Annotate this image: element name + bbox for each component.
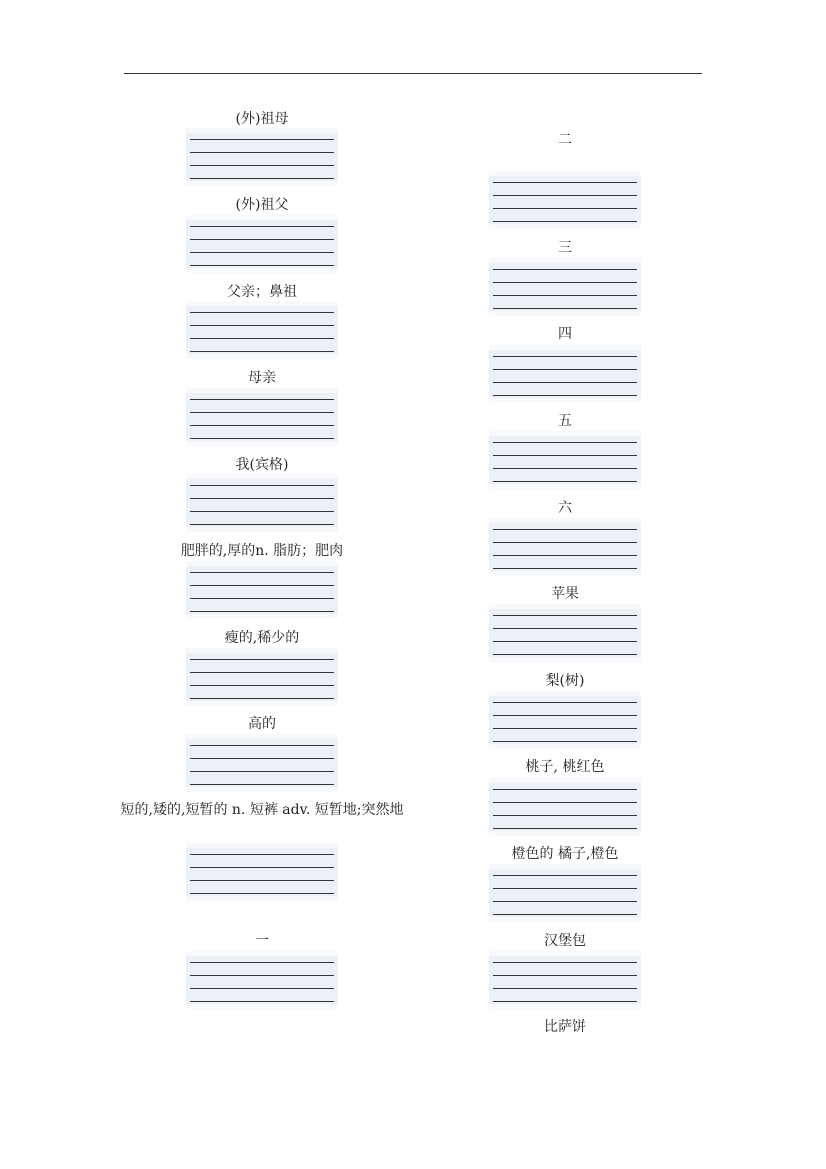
writing-line bbox=[493, 975, 637, 976]
writing-lines[interactable] bbox=[186, 648, 338, 706]
vocab-meaning-label: 橙色的 橘子,橙色 bbox=[511, 846, 619, 862]
writing-line bbox=[493, 282, 637, 283]
writing-lines[interactable] bbox=[186, 128, 338, 186]
vocab-meaning-label: 瘦的,稀少的 bbox=[224, 630, 300, 646]
writing-line bbox=[493, 455, 637, 456]
writing-line bbox=[190, 745, 334, 746]
writing-line bbox=[190, 771, 334, 772]
vocab-meaning-label: 我(宾格) bbox=[235, 457, 289, 473]
writing-lines[interactable] bbox=[489, 778, 641, 836]
writing-line bbox=[493, 468, 637, 469]
writing-lines[interactable] bbox=[186, 301, 338, 359]
writing-line bbox=[493, 789, 637, 790]
writing-line bbox=[190, 962, 334, 963]
writing-line bbox=[493, 269, 637, 270]
writing-line bbox=[493, 728, 637, 729]
writing-line bbox=[190, 880, 334, 881]
writing-line bbox=[190, 524, 334, 525]
writing-line bbox=[493, 1001, 637, 1002]
writing-line bbox=[190, 351, 334, 352]
writing-line bbox=[190, 598, 334, 599]
vocab-meaning-label: 父亲；鼻祖 bbox=[227, 284, 297, 300]
writing-line bbox=[493, 195, 637, 196]
writing-lines[interactable] bbox=[186, 734, 338, 792]
writing-line bbox=[190, 152, 334, 153]
writing-line bbox=[493, 208, 637, 209]
writing-line bbox=[493, 221, 637, 222]
writing-line bbox=[190, 685, 334, 686]
vocab-meaning-label: 梨(树) bbox=[545, 673, 585, 689]
writing-line bbox=[190, 572, 334, 573]
writing-lines[interactable] bbox=[489, 431, 641, 489]
writing-lines[interactable] bbox=[489, 345, 641, 403]
writing-line bbox=[190, 758, 334, 759]
vocab-meaning-label: 一 bbox=[255, 933, 269, 949]
vocab-meaning-label: 汉堡包 bbox=[544, 933, 586, 949]
writing-line bbox=[493, 308, 637, 309]
vocab-meaning-label: (外)祖父 bbox=[235, 197, 289, 213]
writing-line bbox=[493, 295, 637, 296]
vocab-meaning-label: 母亲 bbox=[248, 370, 276, 386]
writing-line bbox=[493, 815, 637, 816]
writing-line bbox=[190, 252, 334, 253]
writing-line bbox=[190, 139, 334, 140]
writing-line bbox=[190, 165, 334, 166]
writing-line bbox=[190, 698, 334, 699]
writing-line bbox=[493, 395, 637, 396]
writing-line bbox=[190, 975, 334, 976]
writing-line bbox=[190, 988, 334, 989]
writing-line bbox=[493, 962, 637, 963]
writing-line bbox=[493, 568, 637, 569]
vocab-meaning-label: 三 bbox=[558, 240, 572, 256]
writing-line bbox=[493, 654, 637, 655]
vocab-meaning-label: 五 bbox=[558, 413, 572, 429]
vocab-meaning-label: (外)祖母 bbox=[235, 111, 289, 127]
writing-line bbox=[190, 312, 334, 313]
writing-line bbox=[190, 178, 334, 179]
writing-line bbox=[493, 356, 637, 357]
writing-line bbox=[190, 511, 334, 512]
writing-line bbox=[493, 741, 637, 742]
header-rule bbox=[124, 73, 702, 74]
writing-lines[interactable] bbox=[186, 215, 338, 273]
writing-line bbox=[493, 182, 637, 183]
vocab-meaning-label: 六 bbox=[558, 500, 572, 516]
writing-line bbox=[190, 485, 334, 486]
writing-line bbox=[190, 325, 334, 326]
writing-line bbox=[190, 784, 334, 785]
writing-lines[interactable] bbox=[186, 388, 338, 446]
vocab-meaning-label: 高的 bbox=[248, 716, 276, 732]
writing-line bbox=[493, 715, 637, 716]
writing-line bbox=[493, 628, 637, 629]
writing-line bbox=[190, 438, 334, 439]
writing-line bbox=[190, 854, 334, 855]
writing-lines[interactable] bbox=[186, 474, 338, 532]
vocab-meaning-label: 二 bbox=[558, 132, 572, 148]
vocab-meaning-label: 比萨饼 bbox=[544, 1019, 586, 1035]
writing-line bbox=[190, 672, 334, 673]
vocab-meaning-label: 肥胖的,厚的n. 脂肪；肥肉 bbox=[180, 543, 344, 559]
writing-line bbox=[493, 529, 637, 530]
writing-line bbox=[493, 702, 637, 703]
vocab-meaning-label: 苹果 bbox=[551, 586, 579, 602]
writing-line bbox=[493, 988, 637, 989]
vocab-meaning-label: 短的,矮的,短暂的 n. 短裤 adv. 短暂地;突然地 bbox=[120, 802, 404, 818]
writing-line bbox=[190, 399, 334, 400]
writing-line bbox=[190, 338, 334, 339]
writing-lines[interactable] bbox=[186, 843, 338, 901]
writing-lines[interactable] bbox=[489, 171, 641, 229]
writing-line bbox=[493, 615, 637, 616]
writing-line bbox=[493, 802, 637, 803]
writing-line bbox=[493, 828, 637, 829]
writing-line bbox=[190, 265, 334, 266]
writing-lines[interactable] bbox=[186, 951, 338, 1009]
writing-lines[interactable] bbox=[489, 604, 641, 662]
vocab-meaning-label: 四 bbox=[558, 326, 572, 342]
writing-lines[interactable] bbox=[489, 691, 641, 749]
writing-line bbox=[190, 425, 334, 426]
writing-line bbox=[190, 611, 334, 612]
writing-line bbox=[190, 867, 334, 868]
writing-line bbox=[190, 893, 334, 894]
writing-line bbox=[493, 641, 637, 642]
writing-lines[interactable] bbox=[489, 258, 641, 316]
writing-lines[interactable] bbox=[489, 951, 641, 1009]
writing-lines[interactable] bbox=[489, 518, 641, 576]
writing-line bbox=[493, 369, 637, 370]
writing-lines[interactable] bbox=[489, 864, 641, 922]
writing-line bbox=[493, 901, 637, 902]
writing-lines[interactable] bbox=[186, 561, 338, 619]
writing-line bbox=[493, 914, 637, 915]
writing-line bbox=[190, 226, 334, 227]
writing-line bbox=[190, 585, 334, 586]
writing-line bbox=[190, 1001, 334, 1002]
vocab-meaning-label: 桃子, 桃红色 bbox=[525, 759, 605, 775]
writing-line bbox=[493, 442, 637, 443]
writing-line bbox=[190, 412, 334, 413]
writing-line bbox=[190, 239, 334, 240]
writing-line bbox=[190, 659, 334, 660]
writing-line bbox=[493, 481, 637, 482]
writing-line bbox=[493, 555, 637, 556]
writing-line bbox=[190, 498, 334, 499]
writing-line bbox=[493, 888, 637, 889]
writing-line bbox=[493, 382, 637, 383]
writing-line bbox=[493, 542, 637, 543]
writing-line bbox=[493, 875, 637, 876]
